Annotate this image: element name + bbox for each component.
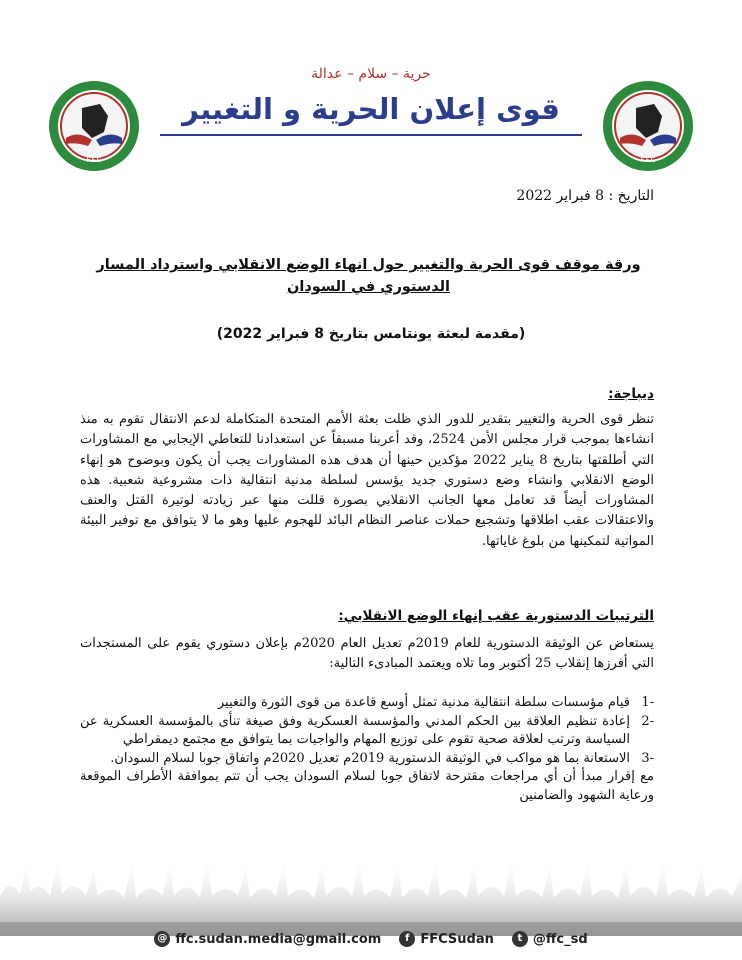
document-title: ورقة موقف قوى الحرية والتغيير حول انهاء الوضع الانقلابي واسترداد المسار الدستوري في السودان <box>96 257 641 295</box>
ffc-logo-left <box>48 80 140 172</box>
letterhead-slogan: حرية – سلام – عدالة <box>311 66 431 82</box>
list-item <box>80 694 654 713</box>
svg-text:F.F.C: F.F.C <box>86 156 102 164</box>
preamble-heading: ديباجة: <box>608 386 654 402</box>
principles-list <box>80 694 654 806</box>
facebook-icon: f <box>399 931 415 947</box>
footer-email[interactable] <box>154 931 381 947</box>
list-item-number: -3 <box>641 750 654 766</box>
list-item-text: إعادة تنظيم العلاقة بين الحكم المدني والمؤسسة العسكرية وفق صيغة تنأى بالمؤسسة العسكرية عن السياسة وترتب لعلاقة صحية تقوم على توزيع المهام والواجبات بما يتوافق مع مجتمع ديمقراطي <box>80 713 630 748</box>
letterhead-divider <box>160 134 582 136</box>
closing-note-text: مع إقرار مبدأ أن أي مراجعات مقترحة لاتفاق جوبا لسلام السودان يجب أن تتم بموافقة الأطراف الموقعة ورعاية الشهود والضامنين <box>80 769 654 803</box>
footer-email-text: ffc.sudan.media@gmail.com <box>175 931 382 947</box>
section-intro: يستعاض عن الوثيقة الدستورية للعام 2019م تعديل العام 2020م بإعلان دستوري يقوم على المستجدات التي أفرزها إنقلاب 25 أكتوبر وما تلاه ويعتمد المبادىء التالية: <box>80 636 655 672</box>
footer-twitter-text: @ffc_sd <box>532 931 588 947</box>
svg-text:F.F.C: F.F.C <box>640 156 656 164</box>
footer-facebook[interactable] <box>399 931 494 947</box>
document-date: التاريخ : 8 فبراير 2022 <box>516 188 654 204</box>
list-item <box>80 713 654 750</box>
ffc-logo-right <box>602 80 694 172</box>
document-subtitle: (مقدمة لبعثة يونتامس بتاريخ 8 فبراير 2022) <box>216 326 526 342</box>
closing-note <box>80 768 654 805</box>
list-item-text: الاستعانة بما هو مواكب في الوثيقة الدستورية 2019م تعديل 2020م واتفاق جوبا لسلام السودان. <box>110 750 630 766</box>
list-item <box>80 750 654 769</box>
footer-facebook-text: FFCSudan <box>420 931 494 947</box>
section-heading: الترتيبات الدستورية عقب إنهاء الوضع الانقلابي: <box>338 608 654 624</box>
footer-twitter[interactable] <box>512 931 588 947</box>
letterhead-org-name: قوى إعلان الحرية و التغيير <box>182 92 560 126</box>
preamble-paragraph: تنظر قوى الحرية والتغيير بتقدير للدور الذي ظلت بعثة الأمم المتحدة المتكاملة لدعم الانتقال تقوم به منذ انشاءها بموجب قرار مجلس الأمن 2524، وقد أعربنا مسبقاً عن استعدادنا للتعاطي الإيجابي مع المشاورات التي أطلقتها بتاريخ 8 يناير 2022 مؤكدين حينها أن هدف هذه المشاورات يجب أن يكون وبوضوح هو إنهاء الوضع الانقلابي وانشاء وضع دستوري جديد يؤسس لسلطة مدنية انتقالية ذات مشروعية شعبية. هذه المشاورات أيضاً قد تعامل معها الجانب الانقلابي بصورة قللت منها عبر زيادته لوتيرة القتل والعنف والاعتقالات عقب اطلاقها وتشجيع حملات عناصر النظام البائد للهجوم عليها وهو ما لا يتوافق مع توفير البيئة المواتية لتمكينها من بلوغ غاياتها. <box>80 412 655 549</box>
list-item-number: -1 <box>641 695 654 710</box>
list-item-number: -2 <box>641 713 654 729</box>
email-icon: @ <box>154 931 170 947</box>
footer-contacts <box>0 924 742 954</box>
list-item-text: قيام مؤسسات سلطة انتقالية مدنية تمثل أوسع قاعدة من قوى الثورة والتغيير <box>217 695 630 710</box>
twitter-icon: t <box>512 931 528 947</box>
protest-crowd-illustration <box>0 836 742 936</box>
